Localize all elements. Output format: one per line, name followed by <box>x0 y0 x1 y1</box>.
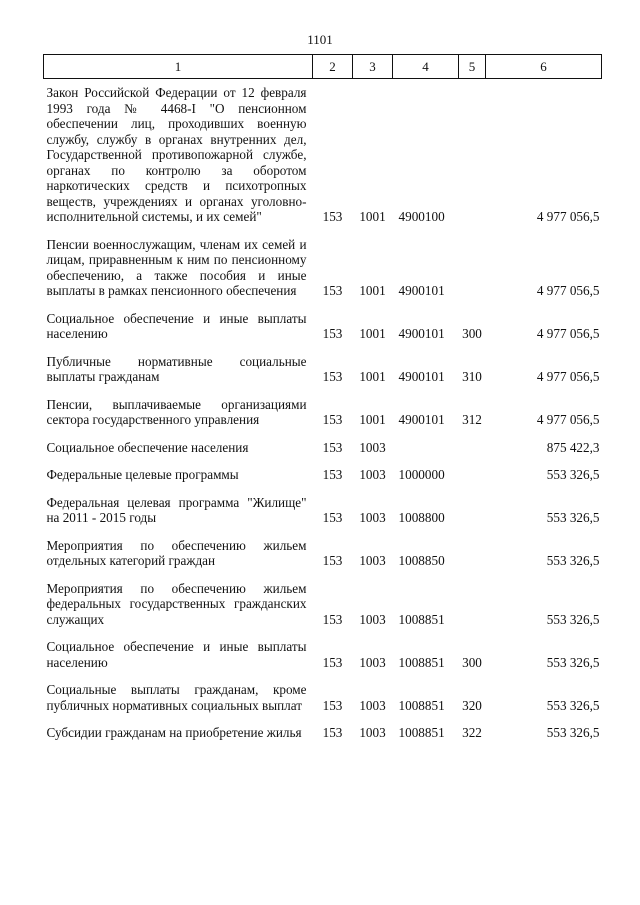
column-header-6: 6 <box>486 55 602 79</box>
ministry-code: 153 <box>322 553 343 568</box>
section-code: 1003 <box>359 467 386 482</box>
budget-table <box>43 54 602 753</box>
amount: 875 422,3 <box>546 439 600 455</box>
target-article-code <box>393 440 459 468</box>
amount: 553 326,5 <box>546 467 600 482</box>
section-code: 1003 <box>359 725 386 740</box>
target-article-code: 4900101 <box>398 326 445 341</box>
item-name: Пенсии, выплачиваемые организациями сектора государственного управления <box>46 396 307 427</box>
item-name: Мероприятия по обеспечению жильем отдельных категорий граждан <box>46 537 307 568</box>
target-article-code: 4900100 <box>398 209 445 224</box>
target-article-code: 1008851 <box>398 697 445 713</box>
section-code: 1001 <box>359 326 386 341</box>
expense-type-code <box>459 237 486 311</box>
expense-type-code: 322 <box>462 725 482 740</box>
column-header-3: 3 <box>353 55 393 79</box>
page-number: 1101 <box>307 32 333 47</box>
item-name: Социальное обеспечение населения <box>46 439 249 455</box>
target-article-code: 1008851 <box>398 611 445 627</box>
section-code: 1003 <box>359 553 386 568</box>
ministry-code: 153 <box>322 725 343 740</box>
section-code: 1001 <box>359 283 386 298</box>
amount: 4 977 056,5 <box>536 326 600 341</box>
expense-type-code: 320 <box>462 697 482 713</box>
table-row <box>44 354 602 397</box>
header-row <box>44 55 602 79</box>
section-code: 1001 <box>359 412 386 427</box>
ministry-code: 153 <box>322 369 343 384</box>
amount: 553 326,5 <box>546 510 600 525</box>
ministry-code: 153 <box>322 611 343 627</box>
target-article-code: 1008851 <box>398 725 445 740</box>
expense-type-code: 300 <box>462 326 482 341</box>
table-row <box>44 237 602 311</box>
table-row <box>44 495 602 538</box>
target-article-code: 1008800 <box>398 510 445 525</box>
table-row <box>44 467 602 495</box>
ministry-code: 153 <box>322 209 343 224</box>
item-name: Федеральная целевая программа "Жилище" на 2011 - 2015 годы <box>46 494 307 525</box>
section-code: 1001 <box>359 209 386 224</box>
section-code: 1003 <box>359 439 386 455</box>
target-article-code: 4900101 <box>398 412 445 427</box>
item-name: Закон Российской Федерации от 12 февраля 1993 года № 4468-I "О пенсионном обеспечении лиц, проходивших военную службу, службу в органах внутренних дел, Государственной противопожарной службе, органах по контролю за оборотом наркотических средств и психотропных веществ, учреждениях и органах уголовно-исполнительной системы, и их семей" <box>46 85 307 224</box>
table-row <box>44 581 602 640</box>
section-code: 1001 <box>359 369 386 384</box>
item-name: Мероприятия по обеспечению жильем федеральных государственных гражданских служащих <box>46 580 307 627</box>
table-row <box>44 639 602 682</box>
table-row <box>44 682 602 725</box>
target-article-code: 4900101 <box>398 283 445 298</box>
item-name: Социальное обеспечение и иные выплаты населению <box>46 639 307 670</box>
section-code: 1003 <box>359 611 386 627</box>
table-row <box>44 79 602 237</box>
item-name: Федеральные целевые программы <box>46 467 239 482</box>
target-article-code: 1000000 <box>398 467 445 482</box>
table-row <box>44 725 602 753</box>
amount: 553 326,5 <box>546 725 600 740</box>
ministry-code: 153 <box>322 439 343 455</box>
table-row <box>44 538 602 581</box>
amount: 4 977 056,5 <box>536 283 600 298</box>
column-header-4: 4 <box>393 55 459 79</box>
column-header-2: 2 <box>313 55 353 79</box>
amount: 4 977 056,5 <box>536 412 600 427</box>
section-code: 1003 <box>359 654 386 670</box>
ministry-code: 153 <box>322 654 343 670</box>
section-code: 1003 <box>359 697 386 713</box>
amount: 4 977 056,5 <box>536 369 600 384</box>
table-row <box>44 397 602 440</box>
target-article-code: 4900101 <box>398 369 445 384</box>
expense-type-code <box>459 79 486 237</box>
expense-type-code <box>459 581 486 640</box>
target-article-code: 1008851 <box>398 654 445 670</box>
table-row <box>44 440 602 468</box>
ministry-code: 153 <box>322 283 343 298</box>
amount: 553 326,5 <box>546 654 600 670</box>
item-name: Публичные нормативные социальные выплаты гражданам <box>46 353 307 384</box>
item-name: Пенсии военнослужащим, членам их семей и лицам, приравненным к ним по пенсионному обеспечению, а также пособия и иные выплаты в рамках пенсионного обеспечения <box>46 236 307 298</box>
ministry-code: 153 <box>322 412 343 427</box>
item-name: Социальное обеспечение и иные выплаты населению <box>46 310 307 341</box>
expense-type-code <box>459 538 486 581</box>
expense-type-code <box>459 440 486 468</box>
amount: 553 326,5 <box>546 611 600 627</box>
section-code: 1003 <box>359 510 386 525</box>
column-header-5: 5 <box>459 55 486 79</box>
item-name: Субсидии гражданам на приобретение жилья <box>46 725 302 740</box>
item-name: Социальные выплаты гражданам, кроме публичных нормативных социальных выплат <box>46 682 307 713</box>
table-row <box>44 311 602 354</box>
column-header-1: 1 <box>44 55 313 79</box>
ministry-code: 153 <box>322 326 343 341</box>
ministry-code: 153 <box>322 510 343 525</box>
amount: 4 977 056,5 <box>536 209 600 224</box>
ministry-code: 153 <box>322 467 343 482</box>
amount: 553 326,5 <box>546 697 600 713</box>
expense-type-code <box>459 467 486 495</box>
ministry-code: 153 <box>322 697 343 713</box>
expense-type-code: 310 <box>462 369 482 384</box>
expense-type-code <box>459 495 486 538</box>
expense-type-code: 312 <box>462 412 482 427</box>
expense-type-code: 300 <box>462 654 482 670</box>
table-body <box>44 79 602 753</box>
amount: 553 326,5 <box>546 553 600 568</box>
target-article-code: 1008850 <box>398 553 445 568</box>
